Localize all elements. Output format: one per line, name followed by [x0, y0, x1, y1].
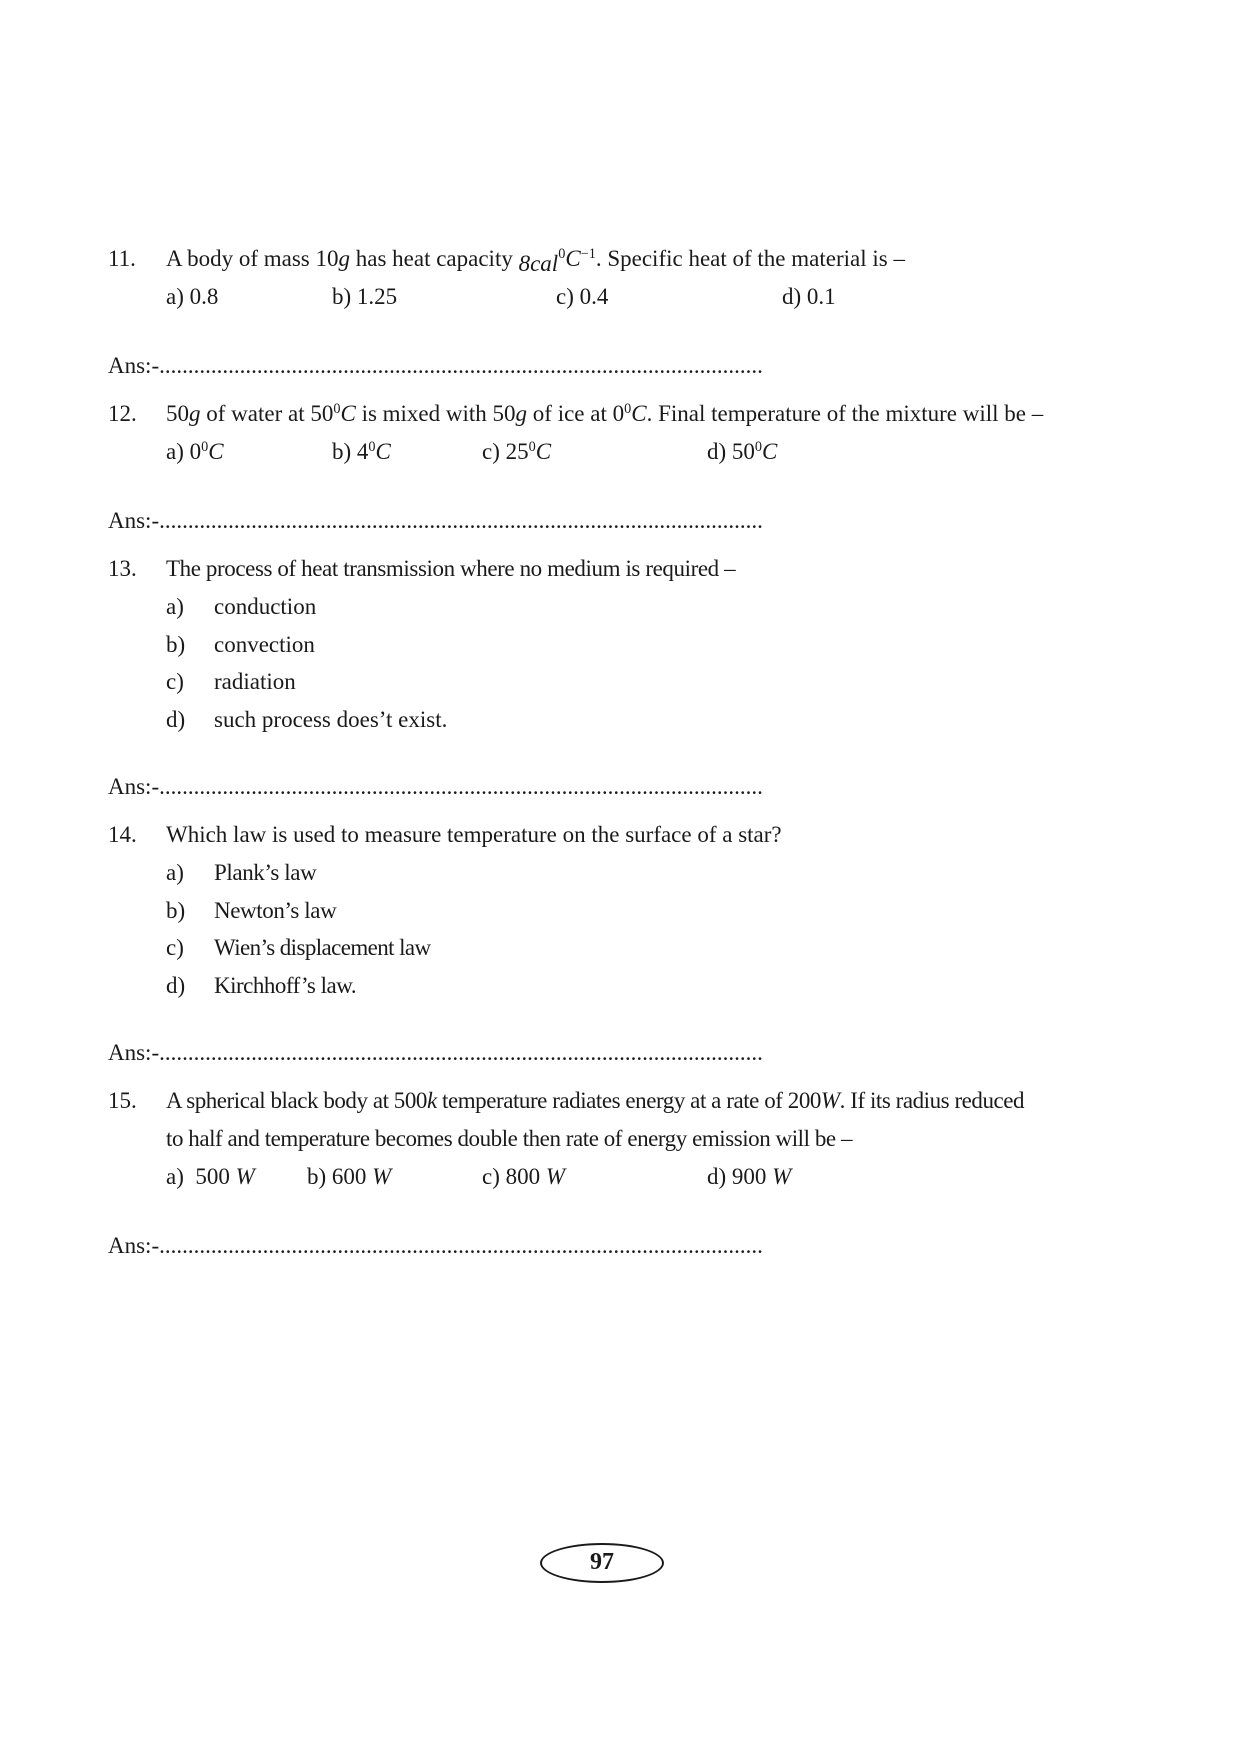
option-a: a) $0^0C$ — [166, 439, 224, 464]
question-15 — [108, 1082, 1118, 1196]
option-d: d) Kirchhoff’s law. — [166, 972, 357, 998]
option-b: b) Newton’s law — [166, 897, 337, 923]
question-line — [108, 550, 1118, 588]
answer-line[interactable]: Ans:-......................................................................................................... — [108, 353, 763, 378]
options-row — [108, 278, 1118, 316]
question-text: A spherical black body at 500k temperature radiates energy at a rate of 200W. If its radius reduced — [166, 1088, 1025, 1113]
option-b: b) $4^0C$ — [332, 439, 391, 464]
option-a: a) Plank’s law — [166, 860, 317, 885]
option-a: a) 0.8 — [166, 284, 219, 309]
answer-line[interactable]: Ans:-......................................................................................................... — [108, 774, 763, 799]
options-list — [108, 588, 1118, 738]
question-number: 13. — [108, 556, 137, 581]
option-a: a) 500 W — [166, 1164, 255, 1189]
option-c: c) 0.4 — [556, 284, 609, 309]
options-row — [108, 1158, 1118, 1196]
question-12 — [108, 395, 1118, 471]
question-line — [108, 1082, 1118, 1120]
question-number: 11. — [108, 246, 136, 271]
option-c: c) 800 W — [482, 1164, 566, 1189]
question-line — [108, 240, 1118, 278]
option-d: d) 0.1 — [782, 284, 836, 309]
question-line — [108, 395, 1118, 433]
question-11 — [108, 240, 1118, 316]
option-c: c) $25^0C$ — [482, 439, 552, 464]
option-d: d) $50^0C$ — [707, 439, 778, 464]
option-b: b) 1.25 — [332, 284, 398, 309]
question-13 — [108, 550, 1118, 738]
option-c: c) radiation — [166, 669, 296, 694]
question-text: A body of mass 10g has heat capacity $8cal^0C^{-1}$. Specific heat of the material is – — [166, 246, 905, 276]
answer-line[interactable]: Ans:-......................................................................................................... — [108, 1233, 763, 1258]
option-b: b) 600 W — [307, 1164, 392, 1189]
question-number: 14. — [108, 822, 137, 847]
question-line — [108, 816, 1118, 854]
question-text-continued: to half and temperature becomes double then rate of energy emission will be – — [166, 1126, 852, 1151]
question-number: 15. — [108, 1088, 137, 1113]
question-text: Which law is used to measure temperature on the surface of a star? — [166, 822, 782, 847]
option-b: b) convection — [166, 631, 315, 657]
question-text: 50g of water at $50^0C$ is mixed with 50g of ice at $0^0C$. Final temperature of the mixture will be – — [166, 401, 1044, 426]
option-c: c) Wien’s displacement law — [166, 935, 431, 960]
option-d: d) such process does’t exist. — [166, 706, 448, 732]
question-text: The process of heat transmission where no medium is required – — [166, 556, 736, 581]
option-d: d) 900 W — [707, 1164, 792, 1189]
option-a: a) conduction — [166, 594, 317, 619]
answer-line[interactable]: Ans:-......................................................................................................... — [108, 508, 763, 533]
answer-line[interactable]: Ans:-......................................................................................................... — [108, 1040, 763, 1065]
question-14 — [108, 816, 1118, 1004]
question-number: 12. — [108, 401, 137, 426]
options-list — [108, 854, 1118, 1004]
options-row — [108, 433, 1118, 471]
question-line-2 — [108, 1120, 1118, 1158]
page-number: 97 — [540, 1543, 664, 1583]
